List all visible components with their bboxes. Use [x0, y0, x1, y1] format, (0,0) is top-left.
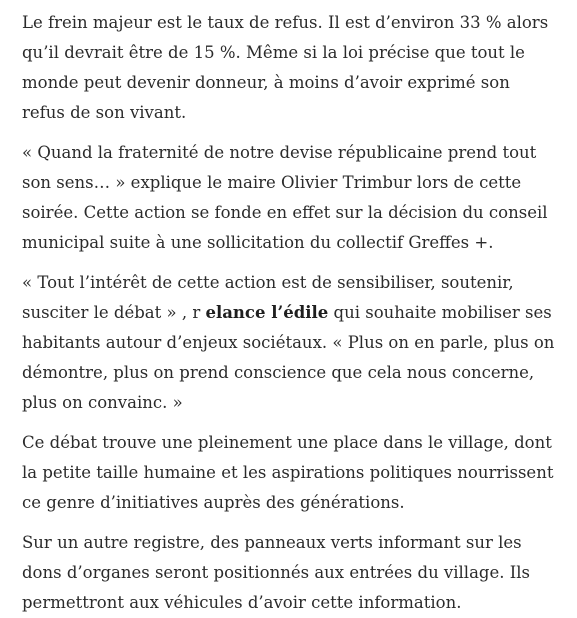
- paragraph-awareness: [22, 268, 557, 418]
- paragraph-awareness-end: qui souhaite mobiliser ses habitants autour d’enjeux sociétaux. « Plus on en parle, plus on démontre, plus on prend conscience que cela nous concerne, plus on convainc. »: [22, 303, 555, 412]
- paragraph-green-signs: Sur un autre registre, des panneaux verts informant sur les dons d’organes seront positionnés aux entrées du village. Ils permettront aux véhicules d’avoir cette information.: [22, 533, 531, 612]
- paragraph-village-debate: Ce débat trouve une pleinement une place dans le village, dont la petite taille humaine et les aspirations politiques nourrissent ce genre d’initiatives auprès des générations.: [22, 433, 554, 512]
- paragraph-mayor-quote: « Quand la fraternité de notre devise républicaine prend tout son sens… » explique le maire Olivier Trimbur lors de cette soirée. Cette action se fonde en effet sur la décision du conseil municipal suite à une sollicitation du collectif Greffes +.: [22, 143, 548, 252]
- paragraph-awareness-start: « Tout l’intérêt de cette action est de sensibiliser, soutenir, susciter le débat » , r: [22, 273, 514, 322]
- paragraph-refusal-rate: Le frein majeur est le taux de refus. Il est d’environ 33 % alors qu’il devrait être de 15 %. Même si la loi précise que tout le monde peut devenir donneur, à moins d’avoir exprimé son refus de son vivant.: [22, 13, 549, 122]
- paragraph-awareness-bold: elance l’édile: [205, 303, 329, 322]
